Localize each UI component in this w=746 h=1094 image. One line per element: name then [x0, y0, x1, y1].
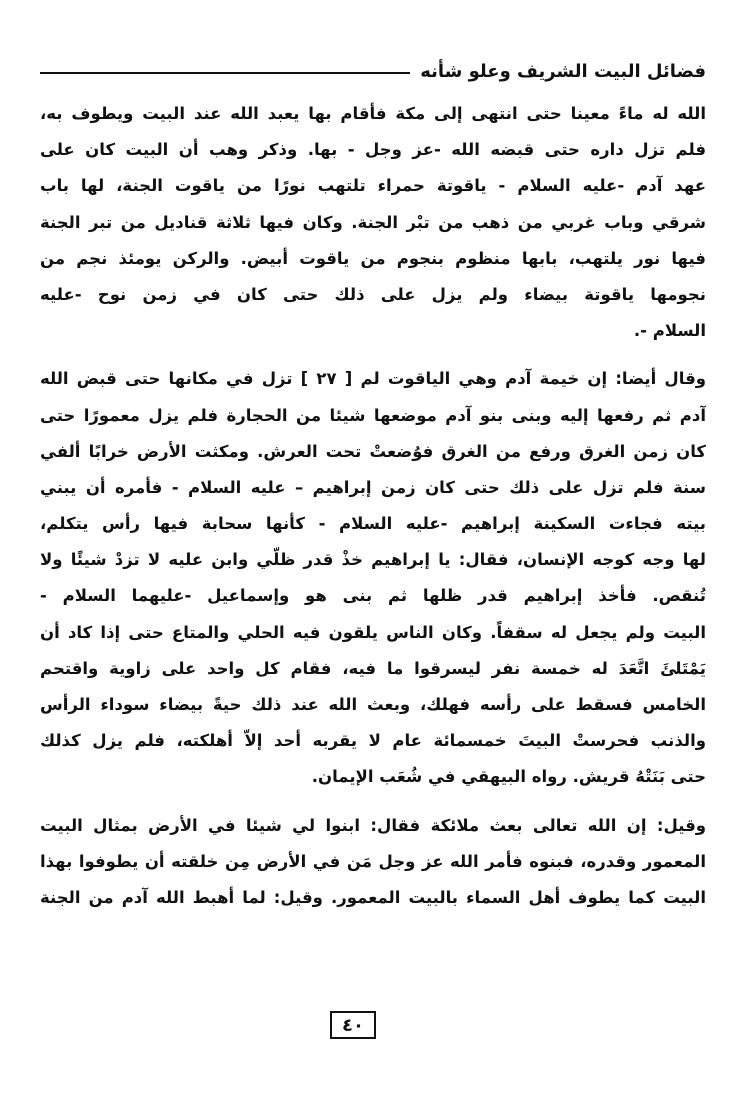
- text-line: حتى بَنَتْهُ قريش. رواه البيهقي في شُعَب الإيمان.: [311, 767, 706, 787]
- text-line: شرقي وباب غربي من ذهب من تبْر الجنة. وكان فيها ثلاثة قناديل من تبر الجنة: [40, 212, 706, 232]
- text-line: كان زمن الغرق ورفع من الغرق فوُضعتْ تحت العرش. ومكثت الأرض خرابًا ألفي: [40, 441, 706, 461]
- text-line: البيت ولم يجعل له سقفاً. وكان الناس يلقون فيه الحلي والمتاع حتى إذا كاد أن: [40, 622, 706, 642]
- page-number: [330, 1011, 376, 1039]
- running-header: [40, 56, 706, 86]
- page-number-label: ٤٠: [342, 1014, 364, 1036]
- text-line: عهد آدم -عليه السلام - ياقوتة حمراء تلتهب نورًا من ياقوت الجنة، لها باب: [40, 176, 706, 196]
- text-line: لها وجه كوجه الإنسان، فقال: يا إبراهيم خذْ قدر ظلّي وابن عليه لا تزدْ شيئًا ولا: [40, 550, 706, 570]
- text-line: تُنقص. فأخذ إبراهيم قدر ظلها ثم بنى هو وإسماعيل -عليهما السلام -: [40, 586, 706, 606]
- text-line: بيته فجاءت السكينة إبراهيم -عليه السلام - كأنها سحابة فيها رأس يتكلم،: [40, 514, 706, 534]
- text-line: سنة فلم تزل على ذلك حتى كان زمن إبراهيم – عليه السلام - فأمره أن يبني: [40, 477, 706, 497]
- text-line: فلم تزل داره حتى قبضه الله -عز وجل - بها. وذكر وهب أن البيت كان على: [40, 140, 706, 160]
- text-line: السلام -.: [633, 321, 706, 341]
- text-line: آدم ثم رفعها إليه وبنى بنو آدم موضعها شيئا من الحجارة فلم يزل معمورًا حتى: [40, 405, 706, 425]
- paragraph-2: [40, 361, 706, 795]
- text-line: المعمور وقدره، فبنوه فأمر الله عز وجل مَن في الأرض مِن خلقته أن يطوفوا بهذا: [40, 851, 706, 871]
- text-line: نجومها ياقوتة بيضاء ولم يزل على ذلك حتى كان في زمن نوح -عليه: [40, 284, 706, 304]
- text-line: يَمْتَلئَ اتَّعَدَ له خمسة نفر ليسرقوا ما فيه، فقام كل واحد على زاوية واقتحم: [40, 658, 706, 678]
- header-title: فضائل البيت الشريف وعلو شأنه: [420, 60, 706, 82]
- header-rule: [40, 72, 410, 74]
- body-text: [40, 96, 706, 916]
- text-line: وقال أيضا: إن خيمة آدم وهي الياقوت لم [ ٢٧ ] تزل في مكانها حتى قبض الله: [40, 369, 706, 389]
- text-line: الخامس فسقط على رأسه فهلك، وبعث الله عند ذلك حيةً بيضاء سوداء الرأس: [40, 695, 706, 714]
- paragraph-1: [40, 96, 706, 349]
- paragraph-3: [40, 808, 706, 917]
- text-line: والذنب فحرستْ البيتَ خمسمائة عام لا يقربه أحد إلاّ أهلكته، فلم يزل كذلك: [40, 731, 706, 751]
- text-line: الله له ماءً معينا حتى انتهى إلى مكة فأقام بها يعبد الله عند البيت ويطوف به،: [40, 104, 706, 123]
- text-line: البيت كما يطوف أهل السماء بالبيت المعمور. وقيل: لما أهبط الله آدم من الجنة: [40, 887, 706, 907]
- text-line: وقيل: إن الله تعالى بعث ملائكة فقال: ابنوا لي شيئا في الأرض بمثال البيت: [40, 815, 706, 835]
- text-line: فيها نور يلتهب، بابها منظوم بنجوم من ياقوت أبيض. والركن يومئذ نجم من: [40, 248, 706, 268]
